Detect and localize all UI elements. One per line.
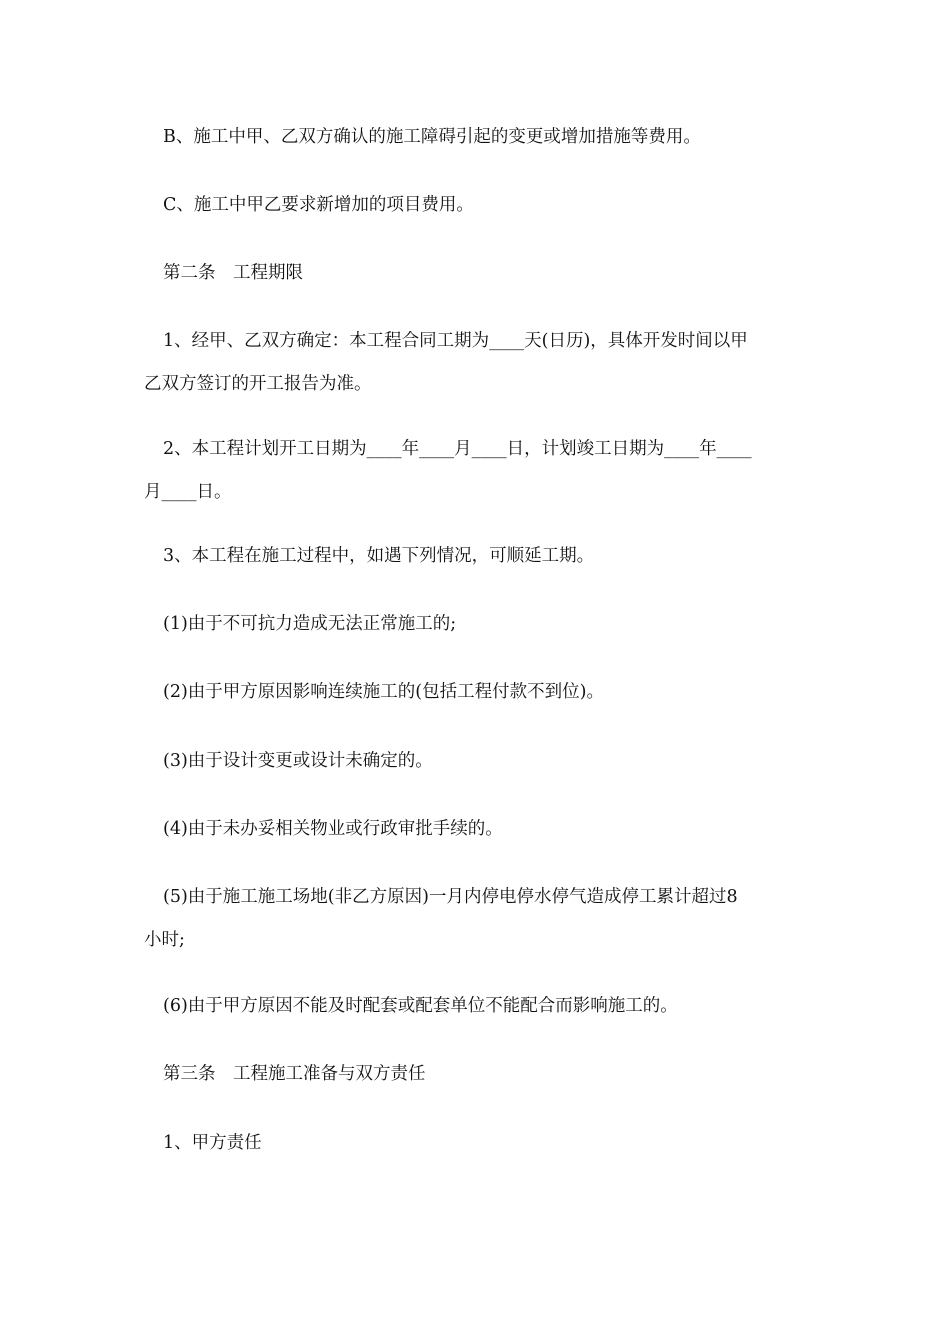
text-line: 3、本工程在施工过程中，如遇下列情况，可顺延工期。 — [163, 546, 595, 566]
text-line: 1、甲方责任 — [163, 1133, 262, 1153]
text-line: (3)由于设计变更或设计未确定的。 — [163, 751, 433, 771]
paragraph-item-5 — [144, 876, 806, 962]
text-line: 1、经甲、乙双方确定：本工程合同工期为____天(日历)，具体开发时间以甲 — [163, 331, 748, 351]
paragraph-clause-2 — [144, 428, 806, 514]
text-line: 月____日。 — [144, 482, 232, 502]
text-line: C、施工中甲乙要求新增加的项目费用。 — [163, 195, 474, 215]
text-line: (4)由于未办妥相关物业或行政审批手续的。 — [163, 819, 503, 839]
paragraph-item-4 — [144, 808, 806, 851]
article-heading-3 — [144, 1053, 806, 1096]
article-heading-2 — [144, 252, 806, 295]
text-line: 小时; — [144, 930, 185, 950]
paragraph-item-6 — [144, 985, 806, 1028]
paragraph-clause-3 — [144, 535, 806, 578]
paragraph-item-2 — [144, 671, 806, 714]
text-line: (2)由于甲方原因影响连续施工的(包括工程付款不到位)。 — [163, 682, 604, 702]
text-line: (6)由于甲方原因不能及时配套或配套单位不能配合而影响施工的。 — [163, 996, 678, 1016]
paragraph-item-b — [144, 116, 806, 159]
text-line: 2、本工程计划开工日期为____年____月____日，计划竣工日期为____年____ — [163, 439, 752, 459]
text-line: 第二条 工程期限 — [163, 263, 303, 283]
paragraph-item-c — [144, 184, 806, 227]
paragraph-clause-1 — [144, 320, 806, 406]
text-line: (5)由于施工施工场地(非乙方原因)一月内停电停水停气造成停工累计超过8 — [163, 887, 738, 907]
text-line: B、施工中甲、乙双方确认的施工障碍引起的变更或增加措施等费用。 — [163, 127, 701, 147]
paragraph-item-3 — [144, 740, 806, 783]
text-line: 第三条 工程施工准备与双方责任 — [163, 1064, 426, 1084]
text-line: 乙双方签订的开工报告为准。 — [144, 374, 372, 394]
text-line: (1)由于不可抗力造成无法正常施工的; — [163, 614, 457, 634]
paragraph-item-1 — [144, 603, 806, 646]
paragraph-party-a-duties — [144, 1122, 806, 1165]
